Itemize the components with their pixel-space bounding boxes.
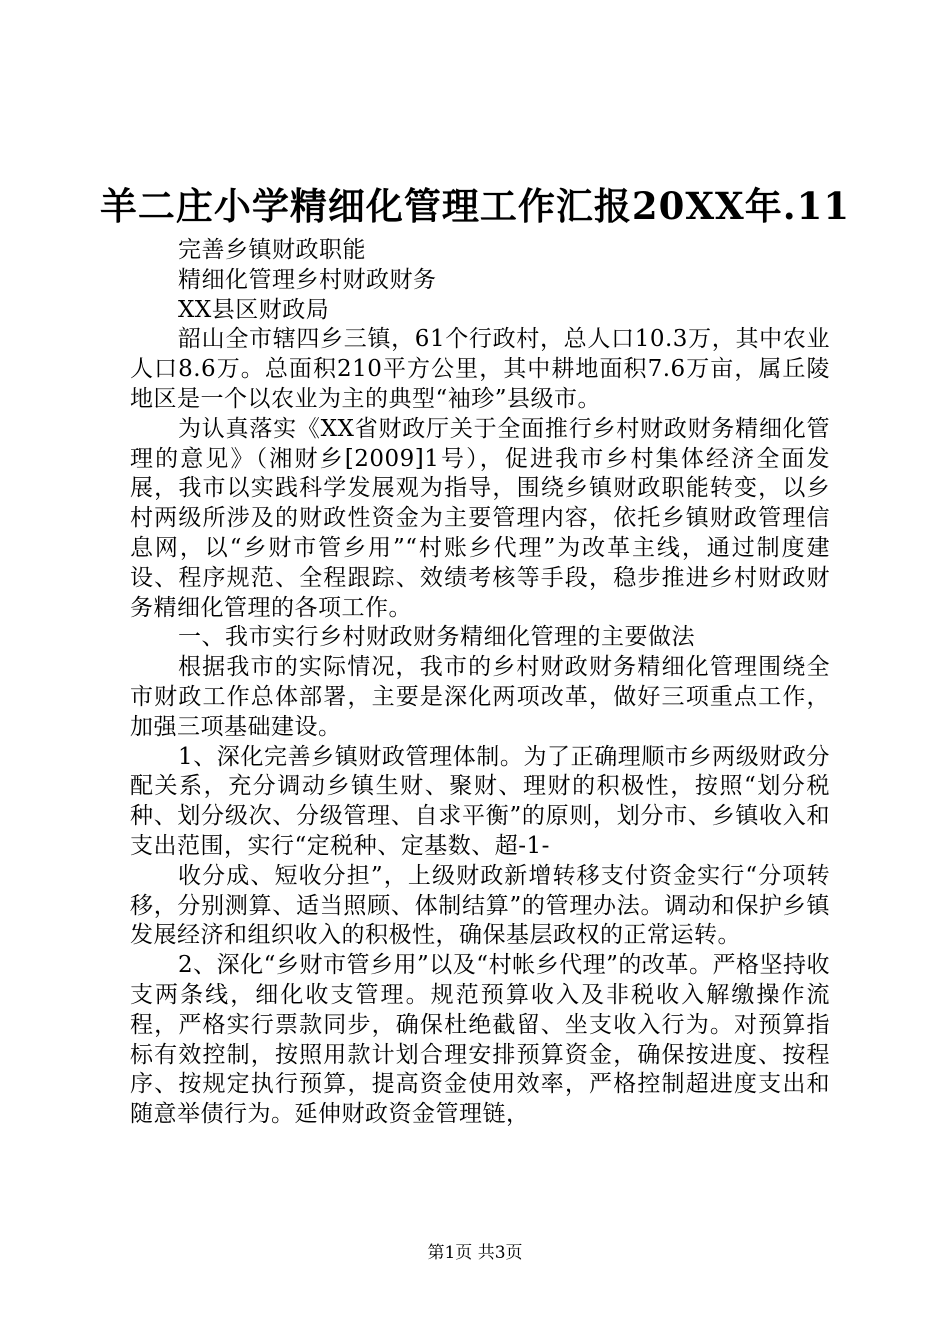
paragraph-overview: 韶山全市辖四乡三镇，61个行政村，总人口10.3万，其中农业人口8.6万。总面积210平方公里，其中耕地面积7.6万亩，属丘陵地区是一个以农业为主的典型“袖珍”县级市。 — [130, 326, 830, 412]
paragraph-item-1-continued: 收分成、短收分担”，上级财政新增转移支付资金实行“分项转移，分别测算、适当照顾、体制结算”的管理办法。调动和保护乡镇发展经济和组织收入的积极性，确保基层政权的正常运转。 — [130, 862, 830, 949]
paragraph-section-intro: 根据我市的实际情况，我市的乡村财政财务精细化管理围绕全市财政工作总体部署，主要是深化两项改革，做好三项重点工作，加强三项基础建设。 — [130, 654, 830, 740]
paragraph-item-2: 2、深化“乡财市管乡用”以及“村帐乡代理”的改革。严格坚持收支两条线，细化收支管理。规范预算收入及非税收入解缴操作流程，严格实行票款同步，确保杜绝截留、坐支收入行为。对预算指标有效控制，按照用款计划合理安排预算资金，确保按进度、按程序、按规定执行预算，提高资金使用效率，严格控制超进度支出和随意举债行为。延伸财政资金管理链， — [130, 952, 830, 1128]
paragraph-item-1: 1、深化完善乡镇财政管理体制。为了正确理顺市乡两级财政分配关系，充分调动乡镇生财、聚财、理财的积极性，按照“划分税种、划分级次、分级管理、自求平衡”的原则，划分市、乡镇收入和支出范围，实行“定税种、定基数、超-1- — [130, 743, 830, 859]
document-title: 羊二庄小学精细化管理工作汇报20XX年.11 — [99, 184, 851, 228]
author-line: XX县区财政局 — [178, 296, 330, 323]
paragraph-background: 为认真落实《XX省财政厅关于全面推行乡村财政财务精细化管理的意见》（湘财乡[2009]1号），促进我市乡村集体经济全面发展，我市以实践科学发展观为指导，围绕乡镇财政职能转变，以乡村两级所涉及的财政性资金为主要管理内容，依托乡镇财政管理信息网，以“乡财市管乡用”“村账乡代理”为改革主线，通过制度建设、程序规范、全程跟踪、效绩考核等手段，稳步推进乡村财政财务精细化管理的各项工作。 — [130, 415, 830, 621]
subtitle-line-2: 精细化管理乡村财政财务 — [178, 266, 437, 293]
subtitle-line-1: 完善乡镇财政职能 — [178, 237, 366, 263]
section-heading-1: 一、我市实行乡村财政财务精细化管理的主要做法 — [178, 624, 695, 651]
page-number-footer: 第1页 共3页 — [427, 1243, 523, 1263]
document-body — [130, 236, 830, 1130]
